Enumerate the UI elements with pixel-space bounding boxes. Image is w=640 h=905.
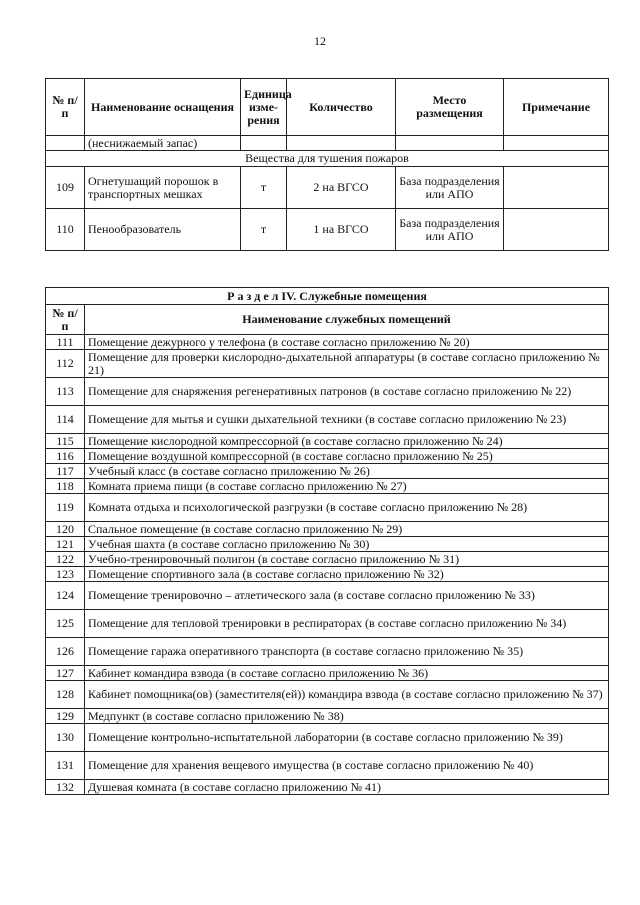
rooms-header-row	[46, 305, 609, 335]
room-name: Помещение гаража оперативного транспорта (в составе согласно приложению № 35)	[85, 638, 609, 666]
row-qty: 1 на ВГСО	[287, 209, 396, 251]
equipment-header-row	[46, 79, 609, 136]
table-row	[46, 610, 609, 638]
room-name: Душевая комната (в составе согласно приложению № 41)	[85, 780, 609, 795]
row-place: База подразделения или АПО	[396, 167, 504, 209]
table-row	[46, 638, 609, 666]
table-row	[46, 434, 609, 449]
table-row	[46, 350, 609, 378]
table-row	[46, 709, 609, 724]
table-row	[46, 724, 609, 752]
room-num: 129	[46, 709, 85, 724]
row-num: 109	[46, 167, 85, 209]
room-name: Помещение для проверки кислородно-дыхательной аппаратуры (в составе согласно приложению № 21)	[85, 350, 609, 378]
room-num: 132	[46, 780, 85, 795]
rooms-title-row	[46, 288, 609, 305]
continuation-text: (неснижаемый запас)	[85, 136, 241, 151]
room-name: Учебная шахта (в составе согласно приложению № 30)	[85, 537, 609, 552]
room-num: 126	[46, 638, 85, 666]
table-row	[46, 666, 609, 681]
row-name: Пенообразователь	[85, 209, 241, 251]
table-row	[46, 537, 609, 552]
header-quantity: Количество	[287, 79, 396, 136]
equipment-table	[45, 78, 609, 251]
room-name: Помещение тренировочно – атлетического зала (в составе согласно приложению № 33)	[85, 582, 609, 610]
room-num: 123	[46, 567, 85, 582]
room-name: Кабинет командира взвода (в составе согласно приложению № 36)	[85, 666, 609, 681]
table-row	[46, 494, 609, 522]
header-note: Примечание	[504, 79, 609, 136]
row-name: Огнетушащий порошок в транспортных мешках	[85, 167, 241, 209]
table-row	[46, 479, 609, 494]
room-num: 115	[46, 434, 85, 449]
room-num: 118	[46, 479, 85, 494]
room-name: Помещение спортивного зала (в составе согласно приложению № 32)	[85, 567, 609, 582]
room-num: 111	[46, 335, 85, 350]
room-num: 130	[46, 724, 85, 752]
room-name: Комната приема пищи (в составе согласно приложению № 27)	[85, 479, 609, 494]
room-num: 122	[46, 552, 85, 567]
header-num: № п/п	[46, 305, 85, 335]
table-row	[46, 378, 609, 406]
room-name: Помещение воздушной компрессорной (в составе согласно приложению № 25)	[85, 449, 609, 464]
section-row	[46, 151, 609, 167]
table-row	[46, 406, 609, 434]
continuation-row	[46, 136, 609, 151]
room-name: Медпункт (в составе согласно приложению № 38)	[85, 709, 609, 724]
room-num: 114	[46, 406, 85, 434]
table-row	[46, 167, 609, 209]
header-unit: Единица изме-рения	[241, 79, 287, 136]
section-title: Вещества для тушения пожаров	[46, 151, 609, 167]
row-note	[504, 209, 609, 251]
row-place: База подразделения или АПО	[396, 209, 504, 251]
room-num: 119	[46, 494, 85, 522]
header-place: Место размещения	[396, 79, 504, 136]
room-num: 113	[46, 378, 85, 406]
rooms-table	[45, 287, 609, 795]
room-name: Учебно-тренировочный полигон (в составе согласно приложению № 31)	[85, 552, 609, 567]
room-name: Помещение кислородной компрессорной (в составе согласно приложению № 24)	[85, 434, 609, 449]
header-num: № п/п	[46, 79, 85, 136]
room-name: Комната отдыха и психологической разгрузки (в составе согласно приложению № 28)	[85, 494, 609, 522]
room-num: 116	[46, 449, 85, 464]
row-note	[504, 167, 609, 209]
room-name: Кабинет помощника(ов) (заместителя(ей)) командира взвода (в составе согласно приложению № 37)	[85, 681, 609, 709]
room-num: 131	[46, 752, 85, 780]
room-num: 125	[46, 610, 85, 638]
table-row	[46, 449, 609, 464]
header-name: Наименование оснащения	[85, 79, 241, 136]
table-row	[46, 522, 609, 537]
section-heading: Р а з д е л IV. Служебные помещения	[46, 288, 609, 305]
table-row	[46, 780, 609, 795]
room-num: 128	[46, 681, 85, 709]
page-number: 12	[314, 34, 326, 48]
row-num: 110	[46, 209, 85, 251]
room-name: Помещение для мытья и сушки дыхательной техники (в составе согласно приложению № 23)	[85, 406, 609, 434]
table-row	[46, 752, 609, 780]
row-unit: т	[241, 209, 287, 251]
table-row	[46, 552, 609, 567]
room-name: Помещение для тепловой тренировки в респираторах (в составе согласно приложению № 34)	[85, 610, 609, 638]
room-name: Помещение дежурного у телефона (в составе согласно приложению № 20)	[85, 335, 609, 350]
table-row	[46, 567, 609, 582]
room-name: Спальное помещение (в составе согласно приложению № 29)	[85, 522, 609, 537]
row-qty: 2 на ВГСО	[287, 167, 396, 209]
room-name: Помещение контрольно-испытательной лаборатории (в составе согласно приложению № 39)	[85, 724, 609, 752]
room-name: Учебный класс (в составе согласно приложению № 26)	[85, 464, 609, 479]
table-row	[46, 464, 609, 479]
table-row	[46, 209, 609, 251]
table-row	[46, 681, 609, 709]
row-unit: т	[241, 167, 287, 209]
room-num: 124	[46, 582, 85, 610]
room-num: 112	[46, 350, 85, 378]
table-row	[46, 335, 609, 350]
room-num: 117	[46, 464, 85, 479]
table-row	[46, 582, 609, 610]
room-num: 127	[46, 666, 85, 681]
header-room-name: Наименование служебных помещений	[85, 305, 609, 335]
room-num: 120	[46, 522, 85, 537]
room-name: Помещение для снаряжения регенеративных патронов (в составе согласно приложению № 22)	[85, 378, 609, 406]
room-num: 121	[46, 537, 85, 552]
room-name: Помещение для хранения вещевого имущества (в составе согласно приложению № 40)	[85, 752, 609, 780]
